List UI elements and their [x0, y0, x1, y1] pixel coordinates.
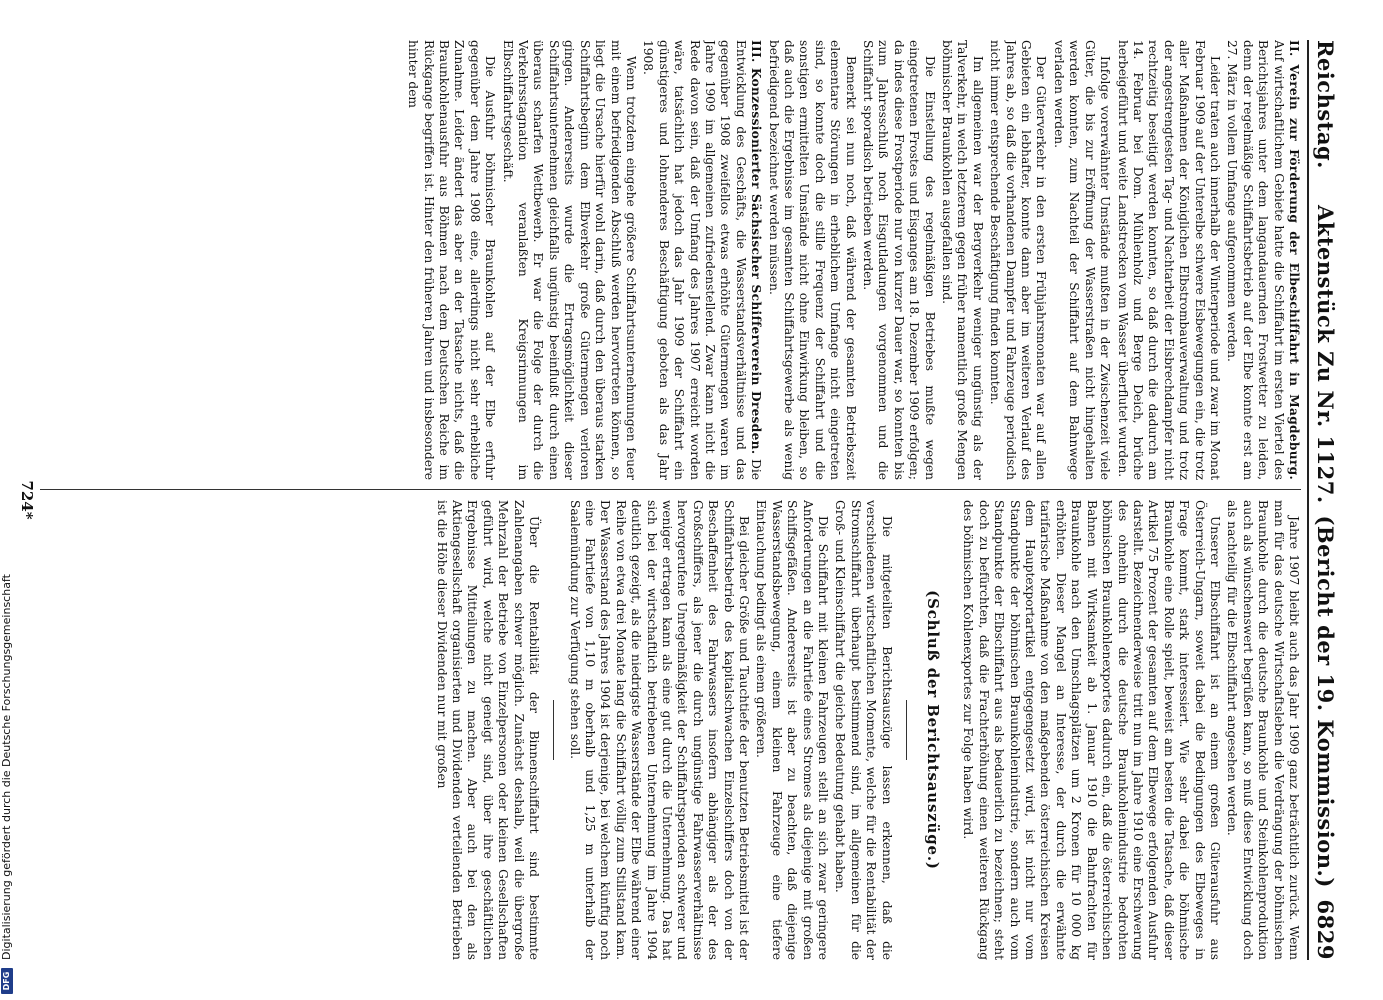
page-header: [1307, 40, 1343, 960]
body-paragraph: [960, 500, 1222, 960]
paragraph-text: Die mitgeteilten Berichtsauszüge lassen erkennen, daß die verschiedenen wirtschaftlichen Momente, welche für die Rentabilität der Stromschiffahrt überhaupt bestimmend sind, im allgemeinen für die Groß- und Kleinschiffahrt die gleiche Bedeutung gehabt haben.: [833, 500, 894, 960]
paragraph-text: Infolge vorerwähnter Umstände mußten in der Zwischenzeit viele Güter, die bis zur Eröffnung der Wasserstraßen nicht hingehalten werden konnten, zum Nachteil der Schiffahrt auf dem Bahnwege verladen werden.: [1051, 40, 1113, 480]
body-paragraph: [832, 500, 894, 960]
section-heading-paragraph: [640, 40, 763, 480]
header-section: (Bericht der 19. Kommission.): [1313, 515, 1339, 888]
paragraph-text: Die Entwicklung des Geschäfts, die Wasserstandsverhältnisse und das gegenüber 1908 zweifellos etwas erhöhte Gütermengen waren im Jahre 1909 im allgemeinen zufriedenstellend. Zwar kann nicht die Rede davon sein, daß der Umfang des Jahres 1907 erreicht worden wäre, tatsächlich hat jedoch das Jahr 1909 der Schiffahrt ein günstigeres und lohnenderes Beschäftigung geboten als das Jahr 1908.: [641, 40, 764, 480]
digitization-footer: [0, 0, 14, 1000]
header-document: Aktenstück Zu Nr. 1127.: [1313, 204, 1339, 504]
paragraph-text: Wenn trotzdem eingehe größere Schiffahrtsunternehmungen feuer mit einem befriedigenden Abschluß werden hervortreten können, so liegt die Ursache hierfür wohl darin, daß durch den überaus starken Schiffahrtsbeginn dem Elbverkehr große Gütermengen verloren gingen. Andererseits wurde die Ertragsmöglichkeit dieser Schiffahrtsunternehmen gleichfalls ungünstig beeinflußt durch einen überaus scharfen Wettbewerb. Er war die Folge der durch die Verkehrsstagnation veranlaßten Kreigsrinnungen im Elbschiffahrtsgeschäft.: [500, 40, 638, 480]
paragraph-text: Über die Rentabilität der Binnenschiffahrt sind bestimmte Zahlenangaben schwer möglich. Zunächst deshalb, weil die übergroße Mehrzahl der Betriebe von Einzelpersonen oder kleinen Gesellschaften geführt wird, welche nicht geneigt sind, über ihre geschäftlichen Ergebnisse Mitteilungen zu machen. Aber auch bei den als Aktiengesellschaft organisierten und Dividenden verteilenden Betrieben ist die Höhe dieser Dividenden nur mit großen: [434, 500, 542, 960]
paragraph-text: Unserer Elbschiffahrt ist an einem großen Güterausfuhr aus Österreich-Ungarn, soweit dabei die Bedingungen des Elbeweges in Frage kommt, stark interessiert. Wie sehr dabei die böhmische Braunkohle eine Rolle spielt, beweist am besten die Tatsache, daß dieser Artikel 75 Prozent der gesamten auf dem Elbewege erfolgenden Ausfuhr darstellt. Bezeichnenderweise tritt nun im Jahre 1910 eine Erschwerung des ohnehin durch die deutsche Braunkohlenindustrie bedrohten böhmischen Braunkohlenexportes dadurch ein, daß die österreichischen Bahnen mit Wirksamkeit ab 1. Januar 1910 die Bahnfrachten für Braunkohle nach den Umschlagsplätzen um 2 Kronen für 10 000 kg erhöhten. Dieser Mangel an Interesse, der durch die erwähnte tarifarische Maßnahme von den maßgebenden österreichischen Kreisen dem Hauptexportartikel entgegengesetzt wird, ist nicht nur vom Standpunkte der böhmischen Braunkohlenindustrie, sondern auch vom Standpunkte der Elbschiffahrt aus als bedauerlich zu bezeichnen; steht doch zu befürchten, daß die Frachterhöhung einen weiteren Rückgang des böhmischen Kohlenexportes zur Folge haben wird.: [961, 500, 1222, 960]
body-paragraph: [1224, 500, 1301, 960]
body-paragraph: [566, 500, 751, 960]
section-rule: [553, 700, 554, 760]
paragraph-text: Leider traten auch innerhalb der Winterperiode und zwar im Monat Februar 1909 auf der Unterelbe schwere Eisbewegungen ein, die trotz aller Maßnahmen der Königlichen Elbstrombauverwaltung und trotz der angestrengtesten Tag- und Nachtarbeit der Eisbrechdampfer nicht rechtzeitig beseitigt werden konnten, so daß durch die dadurch am 14. Februar bei Dom. Mühlenholz und Berge Deich, brüche herbeigeführt und weite Landstrecken vom Wasser überflutet wurden.: [1115, 40, 1222, 480]
body-paragraph: [939, 40, 985, 480]
body-paragraph: [405, 40, 497, 480]
header-publication: Reichstag.: [1313, 40, 1339, 169]
body-paragraph: [765, 40, 857, 480]
paragraph-text: Im allgemeinen war der Bergverkehr weniger ungünstig als der Talverkehr, in welch letzterem gegen früher namentlich große Mengen böhmischer Braunkohlen ausgefallen sind.: [940, 40, 985, 480]
column-divider: [40, 489, 1301, 490]
dfg-logo: [1, 968, 13, 994]
page-footer-number: 724*: [18, 480, 36, 520]
body-paragraph: [753, 500, 830, 960]
body-paragraph: [860, 40, 937, 480]
body-paragraph: [499, 40, 638, 480]
section-heading: II. Verein zur Förderung der Elbeschiffahrt in Magdeburg.: [1287, 40, 1301, 480]
section-heading: III. Konzessionierter Sächsischer Schifferverein Dresden.: [749, 40, 764, 455]
paragraph-text: Die Einstellung des regelmäßigen Betriebes mußte wegen eingetretenen Frostes und Eisganges am 18. Dezember 1909 erfolgen; da indes diese Frostperiode nur von kurzer Dauer war, so konnten bis zum Jahresschluß noch Eisgutladungen vorgenommen und die Schiffahrt sporadisch betrieben werden.: [861, 40, 937, 480]
paragraph-text: Bei gleicher Größe und Tauchtiefe der benutzten Betriebsmittel ist der Schiffahrtsbetrieb des kapitalschwachen Einzelschiffers doch von der Beschaffenheit des Fahrwassers insofern abhängiger als der des Großschiffers, als jener die durch ungünstige Fahrwasserverhältnisse hervorgerufene Unregelmäßigkeit der Schiffahrtsperioden schwerer und weniger ertragen kann als eine gut durch die Unternehmung. Das hat sich bei der wirtschaftlich betriebenen Unternehmung im Jahre 1904 deutlich gezeigt, als die niedrigste Wasserstände der Elbe während einer Reihe von etwa drei Monate lang die Schiffahrt völlig zum Stillstand kam. Der Wasserstand des Jahres 1904 ist derjenige, bei welchem künftig noch eine Fahrtiefe von 1,10 m oberhalb und 1,25 m unterhalb der Saalemündung zur Verfügung stehen soll.: [567, 500, 751, 960]
paragraph-text: Jahre 1907 bleibt auch das Jahr 1909 ganz beträchtlich zurück. Wenn man für das deutsche Wirtschaftsleben die Verdrängung der böhmischen Braunkohle durch die deutsche Braunkohle und Steinkohlenproduktion auch als wünschenswert begrüßen kann, so muß diese Entwicklung doch als nachteilig für die Elbschiffahrt angesehen werden.: [1225, 500, 1301, 960]
body-paragraph: [1051, 40, 1113, 480]
dfg-logo-text: DFG: [2, 971, 11, 991]
section-heading-paragraph: [1224, 40, 1301, 480]
paragraph-text: Die Schiffahrt mit kleinen Fahrzeugen stellt an sich zwar geringere Anforderungen an die Fahrtiefe eines Stromes als diejenige mit großen Schiffsgefäßen. Andererseits ist aber zu beachten, daß diejenige Wasserstandsbewegung, einem kleinen Fahrzeuge eine tiefere Eintauchung bedingt als einem größeren.: [754, 500, 831, 960]
body-paragraph: [1114, 40, 1222, 480]
body-paragraph: [433, 500, 541, 960]
left-column: [40, 40, 1301, 480]
body-paragraph: [987, 40, 1049, 480]
paragraph-text: Bemerkt sei nun noch, daß während der gesamten Betriebszeit elementare Störungen in erheblichem Umfange nicht eingetreten sind, so konnte doch die stille Frequenz der Schiffahrt und die sonstigen ermittelten Umstände nicht ohne Einwirkung bleiben, so daß auch die Ergebnisse im gesamten Schiffahrtsgewerbe als wenig befriedigend bezeichnet werden müssen.: [766, 40, 858, 480]
paragraph-text: Auf wirtschaftlichem Gebiete hatte die Schiffahrt im ersten Viertel des Berichtsjahres unter dem langandauernden Frostwetter zu leiden, denn der regelmäßige Schiffahrtsbetrieb auf der Elbe konnte erst am 27. März in vollem Umfange aufgenommen werden.: [1225, 40, 1286, 480]
footer-credit-text: Digitalisierung gefördert durch die Deutsche Forschungsgemeinschaft: [0, 574, 13, 960]
end-of-excerpts-note: (Schluß der Berichtsauszüge.): [924, 590, 943, 870]
paragraph-text: Die Ausfuhr böhmischer Braunkohlen auf der Elbe erfuhr gegenüber dem Jahre 1908 eine, allerdings nicht sehr erhebliche Zunahme. Leider ändert das aber an der Tatsache nichts, daß die Braunkohlenausfuhr aus Böhmen nach dem Deutschen Reiche im Rückgange begriffen ist. Hinter den früheren Jahren und insbesondere hinter dem: [406, 40, 498, 480]
paragraph-text: Der Güterverkehr in den ersten Frühjahrsmonaten war auf allen Gebieten ein lebhafter, konnte dann aber im weiteren Verlauf des Jahres ab, so daß die vorhandenen Dampfer und Fahrzeuge periodisch nicht immer entsprechende Beschäftigung finden konnten.: [988, 40, 1049, 480]
section-rule: [906, 700, 907, 760]
header-page-number: 6829: [1313, 899, 1339, 960]
right-column: [40, 500, 1301, 960]
